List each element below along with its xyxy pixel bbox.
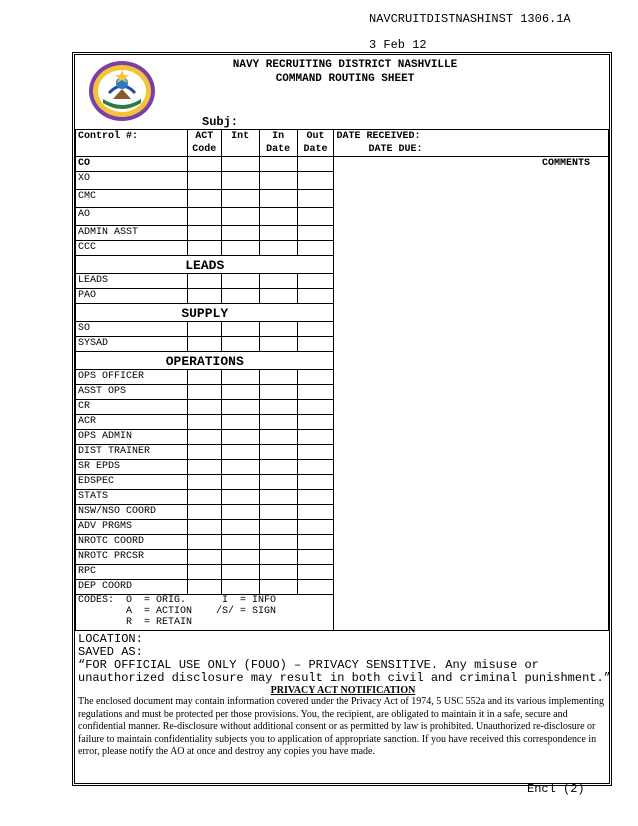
int-cell[interactable] bbox=[221, 550, 259, 565]
out-date-cell[interactable] bbox=[297, 190, 334, 208]
in-date-cell[interactable] bbox=[259, 226, 297, 241]
int-cell[interactable] bbox=[221, 172, 259, 190]
date-received-label: DATE RECEIVED: bbox=[336, 131, 421, 142]
act-code-cell[interactable] bbox=[187, 370, 221, 385]
out-date-cell[interactable] bbox=[297, 550, 334, 565]
int-cell[interactable] bbox=[221, 241, 259, 256]
act-code-cell[interactable] bbox=[187, 565, 221, 580]
int-cell[interactable] bbox=[221, 337, 259, 352]
section-leads-title: LEADS bbox=[76, 256, 334, 274]
out-date-cell[interactable] bbox=[297, 226, 334, 241]
district-title: NAVY RECRUITING DISTRICT NASHVILLE bbox=[232, 59, 458, 71]
document-date: 3 Feb 12 bbox=[369, 38, 427, 52]
dates-field[interactable] bbox=[334, 130, 609, 157]
row-label: RPC bbox=[76, 565, 188, 580]
fouo-warning-line1: “FOR OFFICIAL USE ONLY (FOUO) – PRIVACY SENSITIVE. Any misuse or bbox=[78, 658, 539, 672]
row-label: LEADS bbox=[76, 274, 188, 289]
act-code-cell[interactable] bbox=[187, 157, 221, 172]
int-cell[interactable] bbox=[221, 430, 259, 445]
int-cell[interactable] bbox=[221, 157, 259, 172]
act-code-cell[interactable] bbox=[187, 550, 221, 565]
act-code-cell[interactable] bbox=[187, 289, 221, 304]
act-code-cell[interactable] bbox=[187, 430, 221, 445]
out-date-cell[interactable] bbox=[297, 322, 334, 337]
in-date-cell[interactable] bbox=[259, 520, 297, 535]
int-cell[interactable] bbox=[221, 505, 259, 520]
date-due-label: DATE DUE: bbox=[368, 144, 423, 155]
out-date-cell[interactable] bbox=[297, 460, 334, 475]
routing-table bbox=[75, 129, 609, 631]
row-label: CCC bbox=[76, 241, 188, 256]
out-date-cell[interactable] bbox=[297, 208, 334, 226]
in-date-cell[interactable] bbox=[259, 337, 297, 352]
act-code-cell[interactable] bbox=[187, 415, 221, 430]
int-cell[interactable] bbox=[221, 289, 259, 304]
in-date-cell[interactable] bbox=[259, 415, 297, 430]
out-date-cell[interactable] bbox=[297, 370, 334, 385]
in-date-cell[interactable] bbox=[259, 385, 297, 400]
out-header-label: Out bbox=[306, 131, 325, 142]
int-cell[interactable] bbox=[221, 370, 259, 385]
in-header-label: In bbox=[272, 131, 285, 142]
in-date-cell[interactable] bbox=[259, 274, 297, 289]
int-cell[interactable] bbox=[221, 226, 259, 241]
act-code-cell[interactable] bbox=[187, 172, 221, 190]
in-date-cell[interactable] bbox=[259, 445, 297, 460]
row-label: CMC bbox=[76, 190, 188, 208]
table-header-row bbox=[76, 130, 609, 157]
row-label: EDSPEC bbox=[76, 475, 188, 490]
out-date-cell[interactable] bbox=[297, 580, 334, 595]
act-code-cell[interactable] bbox=[187, 445, 221, 460]
instruction-number: NAVCRUITDISTNASHINST 1306.1A bbox=[369, 12, 571, 26]
act-code-cell[interactable] bbox=[187, 580, 221, 595]
row-label: CR bbox=[76, 400, 188, 415]
int-cell[interactable] bbox=[221, 535, 259, 550]
int-cell[interactable] bbox=[221, 475, 259, 490]
row-label: STATS bbox=[76, 490, 188, 505]
subject-label: Subj: bbox=[202, 115, 239, 129]
comments-area[interactable] bbox=[334, 157, 609, 631]
act-code-header bbox=[187, 130, 221, 157]
in-date-label: Date bbox=[266, 144, 291, 155]
in-date-cell[interactable] bbox=[259, 460, 297, 475]
in-date-cell[interactable] bbox=[259, 322, 297, 337]
comments-label: COMMENTS bbox=[541, 158, 590, 169]
out-date-cell[interactable] bbox=[297, 520, 334, 535]
control-number-field[interactable]: Control #: bbox=[76, 130, 188, 157]
row-label: CO bbox=[76, 157, 188, 172]
in-date-header bbox=[259, 130, 297, 157]
out-date-cell[interactable] bbox=[297, 241, 334, 256]
int-header: Int bbox=[221, 130, 259, 157]
in-date-cell[interactable] bbox=[259, 550, 297, 565]
row-label: ADV PRGMS bbox=[76, 520, 188, 535]
in-date-cell[interactable] bbox=[259, 190, 297, 208]
row-label: DEP COORD bbox=[76, 580, 188, 595]
act-code-cell[interactable] bbox=[187, 400, 221, 415]
act-code-cell[interactable] bbox=[187, 505, 221, 520]
fouo-warning-line2: unauthorized disclosure may result in both civil and criminal punishment.” bbox=[78, 671, 611, 685]
row-label: SR EPDS bbox=[76, 460, 188, 475]
act-code-cell[interactable] bbox=[187, 520, 221, 535]
row-label: OPS ADMIN bbox=[76, 430, 188, 445]
act-code-cell[interactable] bbox=[187, 190, 221, 208]
out-date-cell[interactable] bbox=[297, 535, 334, 550]
sheet-title: COMMAND ROUTING SHEET bbox=[275, 73, 415, 85]
row-label: ADMIN ASST bbox=[76, 226, 188, 241]
row-label: ASST OPS bbox=[76, 385, 188, 400]
in-date-cell[interactable] bbox=[259, 580, 297, 595]
act-code-cell[interactable] bbox=[187, 208, 221, 226]
in-date-cell[interactable] bbox=[259, 490, 297, 505]
out-date-cell[interactable] bbox=[297, 430, 334, 445]
privacy-act-title: PRIVACY ACT NOTIFICATION bbox=[270, 685, 416, 696]
act-code-cell[interactable] bbox=[187, 535, 221, 550]
row-label: SYSAD bbox=[76, 337, 188, 352]
in-date-cell[interactable] bbox=[259, 400, 297, 415]
act-code-cell[interactable] bbox=[187, 490, 221, 505]
act-header-label: ACT bbox=[195, 131, 214, 142]
row-label: ACR bbox=[76, 415, 188, 430]
row-label: DIST TRAINER bbox=[76, 445, 188, 460]
section-supply-title: SUPPLY bbox=[76, 304, 334, 322]
int-cell[interactable] bbox=[221, 400, 259, 415]
in-date-cell[interactable] bbox=[259, 241, 297, 256]
int-cell[interactable] bbox=[221, 322, 259, 337]
out-date-cell[interactable] bbox=[297, 289, 334, 304]
row-label: SO bbox=[76, 322, 188, 337]
in-date-cell[interactable] bbox=[259, 475, 297, 490]
row-label: PAO bbox=[76, 289, 188, 304]
in-date-cell[interactable] bbox=[259, 208, 297, 226]
saved-as-field[interactable]: SAVED AS: bbox=[78, 645, 143, 659]
privacy-act-text: The enclosed document may contain information covered under the Privacy Act of 1974, 5 USC 552a and its various implementing regulations and must be protected per those provisions. You, the recipient, are obligated to maintain it in a safe, secure and confidential manner. Re-disclosure without additional consent or as permitted by law is prohibited. Unauthorized re-disclosure or failure to maintain confidentiality subjects you to application of appropriate sanction. If you have received this correspondence in error, please notify the AO at once and destroy any copies you have made. bbox=[78, 696, 604, 757]
in-date-cell[interactable] bbox=[259, 289, 297, 304]
row-label: OPS OFFICER bbox=[76, 370, 188, 385]
out-date-cell[interactable] bbox=[297, 172, 334, 190]
out-date-cell[interactable] bbox=[297, 274, 334, 289]
out-date-cell[interactable] bbox=[297, 400, 334, 415]
out-date-cell[interactable] bbox=[297, 415, 334, 430]
section-operations-title: OPERATIONS bbox=[76, 352, 334, 370]
out-date-cell[interactable] bbox=[297, 337, 334, 352]
act-code-cell[interactable] bbox=[187, 475, 221, 490]
int-cell[interactable] bbox=[221, 190, 259, 208]
int-cell[interactable] bbox=[221, 208, 259, 226]
footer-section bbox=[78, 632, 611, 759]
int-cell[interactable] bbox=[221, 565, 259, 580]
location-field[interactable]: LOCATION: bbox=[78, 632, 143, 646]
int-cell[interactable] bbox=[221, 460, 259, 475]
int-cell[interactable] bbox=[221, 445, 259, 460]
out-date-cell[interactable] bbox=[297, 565, 334, 580]
act-code-cell[interactable] bbox=[187, 460, 221, 475]
row-label: NSW/NSO COORD bbox=[76, 505, 188, 520]
code-header-label: Code bbox=[192, 144, 217, 155]
table-row bbox=[76, 157, 609, 172]
row-label: AO bbox=[76, 208, 188, 226]
int-cell[interactable] bbox=[221, 415, 259, 430]
in-date-cell[interactable] bbox=[259, 157, 297, 172]
act-code-cell[interactable] bbox=[187, 274, 221, 289]
int-cell[interactable] bbox=[221, 274, 259, 289]
out-date-cell[interactable] bbox=[297, 385, 334, 400]
out-date-cell[interactable] bbox=[297, 445, 334, 460]
act-code-cell[interactable] bbox=[187, 322, 221, 337]
codes-legend: CODES: O = ORIG. I = INFO A = ACTION /S/ = SIGN R = RETAIN bbox=[76, 595, 334, 631]
act-code-cell[interactable] bbox=[187, 226, 221, 241]
out-date-cell[interactable] bbox=[297, 157, 334, 172]
in-date-cell[interactable] bbox=[259, 505, 297, 520]
row-label: XO bbox=[76, 172, 188, 190]
int-cell[interactable] bbox=[221, 385, 259, 400]
act-code-cell[interactable] bbox=[187, 241, 221, 256]
int-cell[interactable] bbox=[221, 580, 259, 595]
act-code-cell[interactable] bbox=[187, 385, 221, 400]
out-date-label: Date bbox=[303, 144, 328, 155]
int-cell[interactable] bbox=[221, 490, 259, 505]
row-label: NROTC COORD bbox=[76, 535, 188, 550]
out-date-header bbox=[297, 130, 334, 157]
int-cell[interactable] bbox=[221, 520, 259, 535]
out-date-cell[interactable] bbox=[297, 490, 334, 505]
in-date-cell[interactable] bbox=[259, 172, 297, 190]
out-date-cell[interactable] bbox=[297, 475, 334, 490]
in-date-cell[interactable] bbox=[259, 535, 297, 550]
routing-sheet-frame bbox=[72, 52, 612, 786]
enclosure-label: Encl (2) bbox=[527, 782, 585, 796]
in-date-cell[interactable] bbox=[259, 430, 297, 445]
in-date-cell[interactable] bbox=[259, 370, 297, 385]
row-label: NROTC PRCSR bbox=[76, 550, 188, 565]
form-title bbox=[75, 58, 615, 86]
in-date-cell[interactable] bbox=[259, 565, 297, 580]
out-date-cell[interactable] bbox=[297, 505, 334, 520]
act-code-cell[interactable] bbox=[187, 337, 221, 352]
